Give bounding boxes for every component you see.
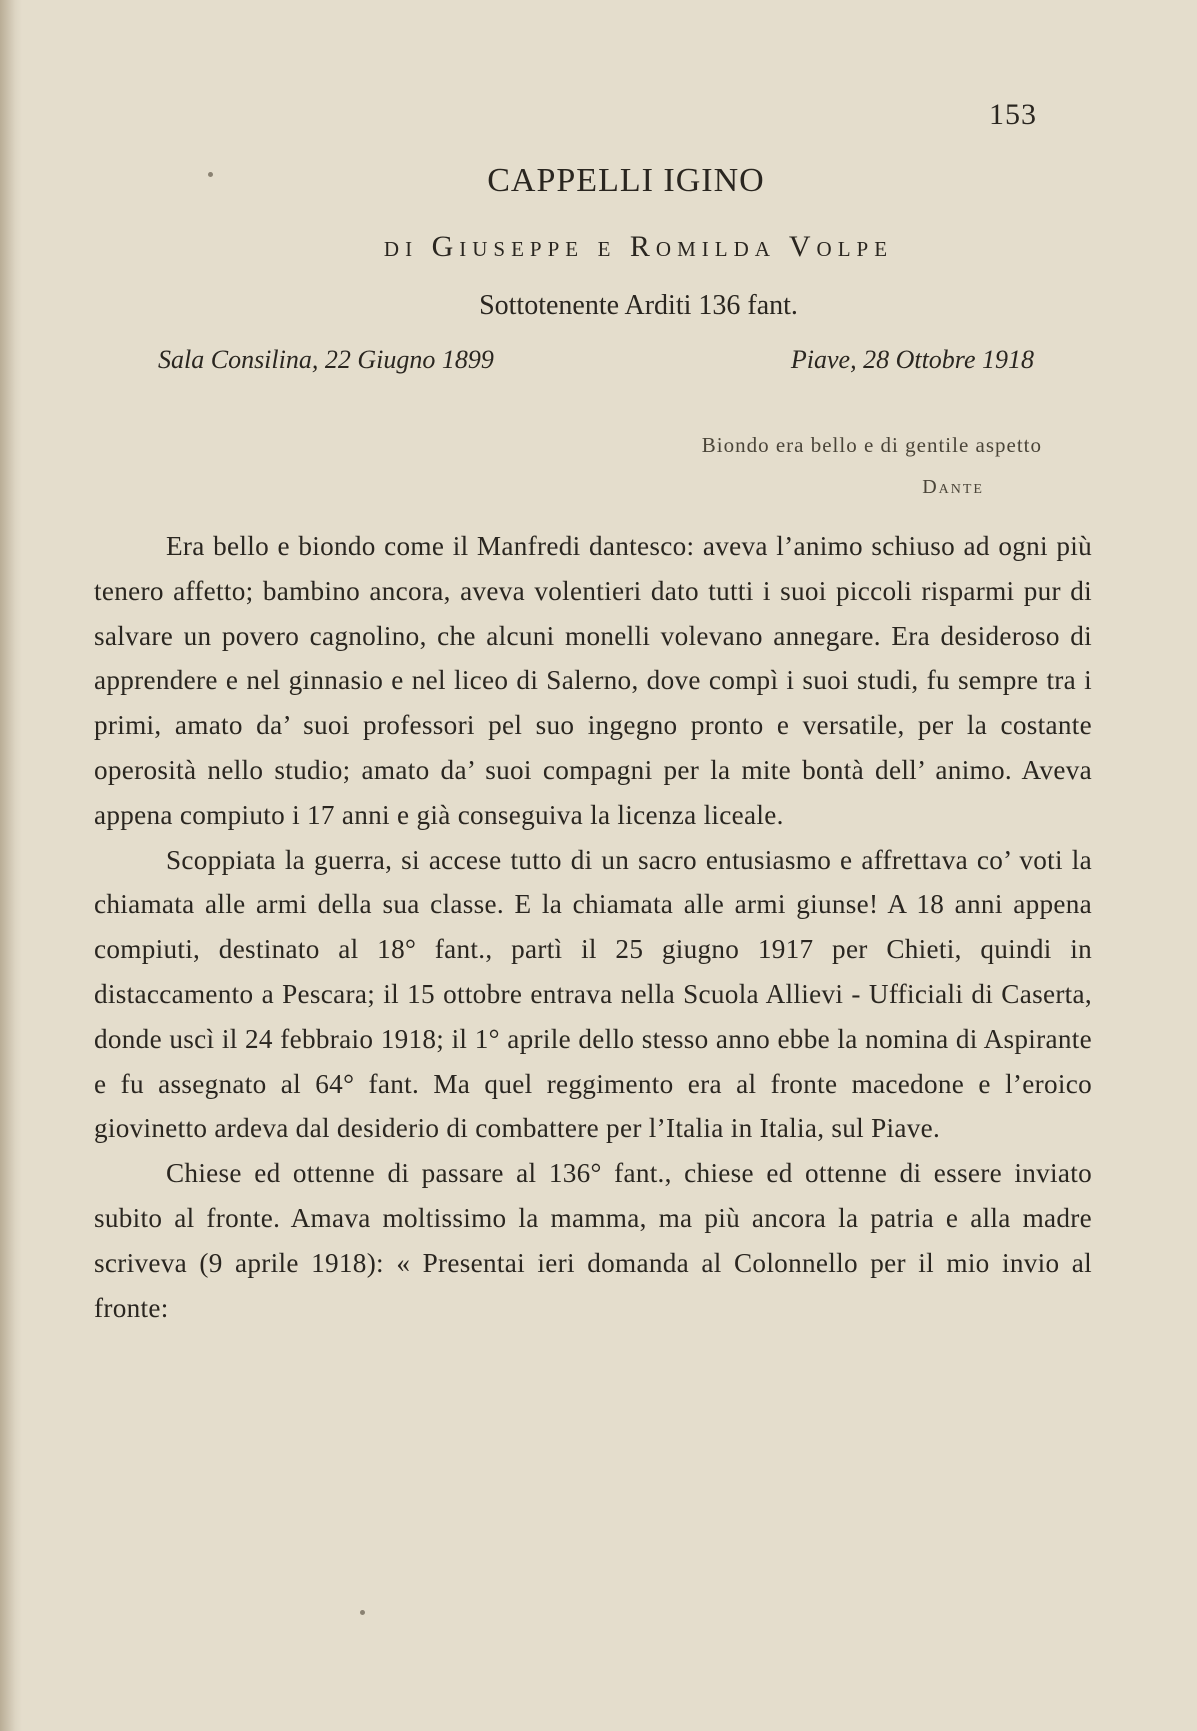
- paper-speck: [208, 172, 213, 177]
- paper-speck: [360, 1610, 365, 1615]
- epigraph-author: Dante: [922, 476, 984, 498]
- rank-line: Sottotenente Arditi 136 fant.: [479, 290, 798, 321]
- epigraph-quote: Biondo era bello e di gentile aspetto: [701, 433, 1042, 457]
- page-number: 153: [989, 98, 1037, 131]
- paragraph: Scoppiata la guerra, si accese tutto di un sacro entusiasmo e affrettava co’ voti la chiamata alle armi della sua classe. E la chiamata alle armi giunse! A 18 anni appena compiuti, destinato al 18° fant., partì il 25 giugno 1917 per Chieti, quindi in distaccamento a Pescara; il 15 ottobre entrava nella Scuola Allievi - Ufficiali di Caserta, donde uscì il 24 febbraio 1918; il 1° aprile dello stesso anno ebbe la nomina di Aspirante e fu assegnato al 64° fant. Ma quel reggimento era al fronte macedone e l’eroico giovinetto ardeva dal desiderio di combattere per l’Italia in Italia, sul Piave.: [94, 844, 1092, 1144]
- paragraph: Chiese ed ottenne di passare al 136° fant., chiese ed ottenne di essere inviato subito al fronte. Amava moltissimo la mamma, ma più ancora la patria e alla madre scriveva (9 aprile 1918): « Presentai ieri domanda al Colonnello per il mio invio al fronte:: [94, 1158, 1092, 1323]
- body-text: [94, 524, 1092, 1330]
- birth-place-date: Sala Consilina, 22 Giugno 1899: [158, 345, 494, 374]
- paragraph: Era bello e biondo come il Manfredi dantesco: aveva l’animo schiuso ad ogni più tenero affetto; bambino ancora, aveva volentieri dato tutti i suoi piccoli risparmi pur di salvare un povero cagnolino, che alcuni monelli volevano annegare. Era desideroso di apprendere e nel ginnasio e nel liceo di Salerno, dove compì i suoi studi, fu sempre tra i primi, amato da’ suoi professori pel suo ingegno pronto e versatile, per la costante operosità nello studio; amato da’ suoi compagni per la mite bontà dell’ animo. Aveva appena compiuto i 17 anni e già conseguiva la licenza liceale.: [94, 531, 1092, 830]
- parents-line: di Giuseppe e Romilda Volpe: [383, 230, 894, 263]
- death-place-date: Piave, 28 Ottobre 1918: [790, 345, 1034, 374]
- person-name: CAPPELLI IGINO: [487, 162, 765, 199]
- dates-line: [158, 345, 1034, 375]
